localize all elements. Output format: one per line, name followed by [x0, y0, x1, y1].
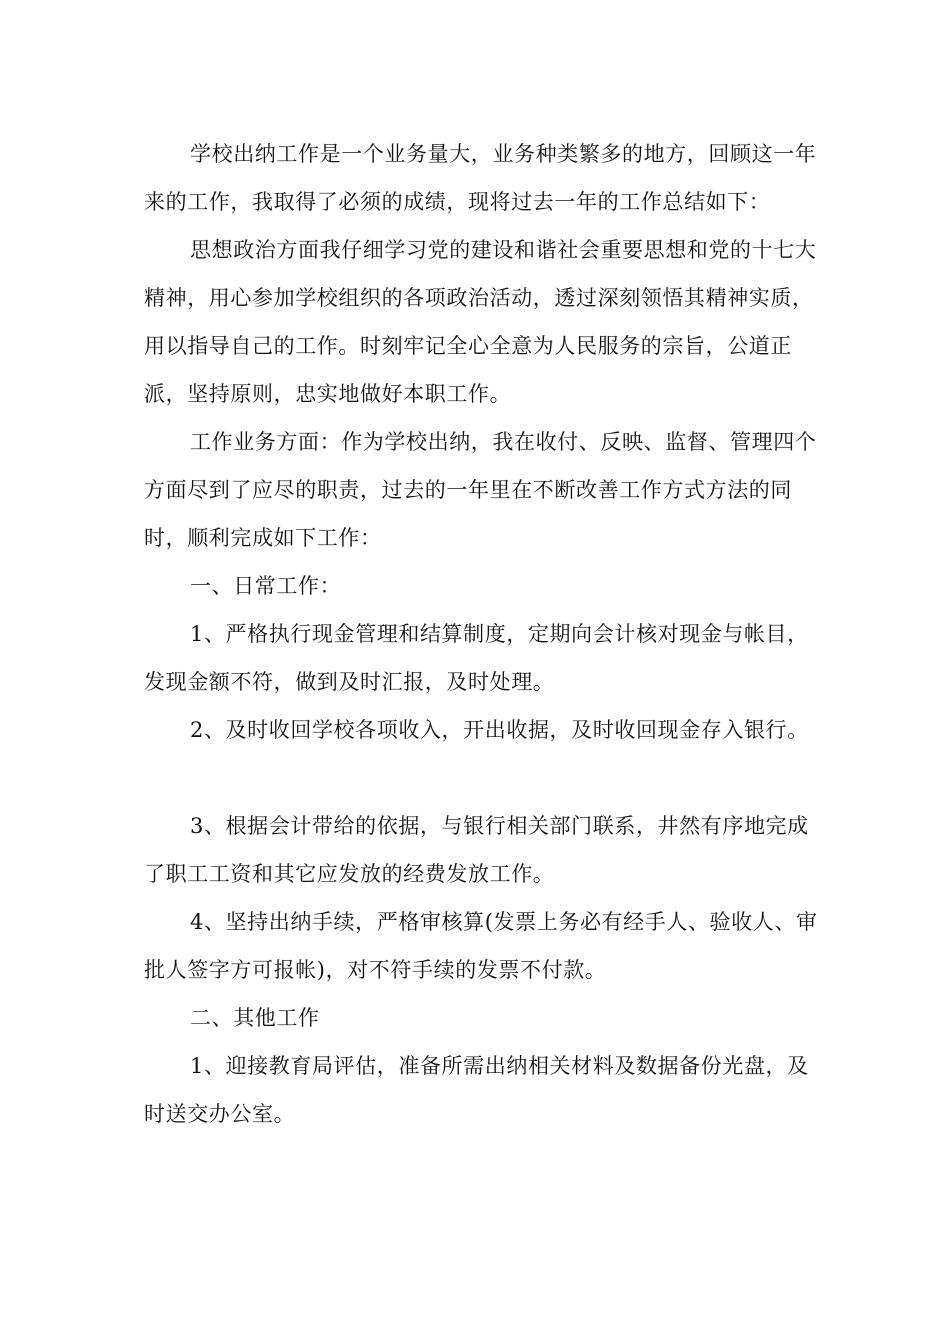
list-item-1: 1、严格执行现金管理和结算制度，定期向会计核对现金与帐目，发现金额不符，做到及时汇报，及时处理。: [144, 622, 809, 694]
list-item-other-1: 1、迎接教育局评估，准备所需出纳相关材料及数据备份光盘，及时送交办公室。: [144, 1054, 809, 1126]
list-item-4: 4、坚持出纳手续，严格审核算(发票上务必有经手人、验收人、审批人签字方可报帐)，对不符手续的发票不付款。: [144, 910, 818, 982]
heading-daily-work: 一、日常工作：: [190, 574, 342, 598]
document-body: [144, 130, 824, 1138]
paragraph-political: 思想政治方面我仔细学习党的建设和谐社会重要思想和党的十七大精神，用心参加学校组织的各项政治活动，透过深刻领悟其精神实质，用以指导自己的工作。时刻牢记全心全意为人民服务的宗旨，公道正派，坚持原则，忠实地做好本职工作。: [144, 238, 817, 406]
heading-other-work: 二、其他工作: [190, 1006, 320, 1030]
list-item-2: 2、及时收回学校各项收入，开出收据，及时收回现金存入银行。: [190, 718, 809, 742]
list-item-3: 3、根据会计带给的依据，与银行相关部门联系，井然有序地完成了职工工资和其它应发放的经费发放工作。: [144, 814, 809, 886]
paragraph-intro: 学校出纳工作是一个业务量大，业务种类繁多的地方，回顾这一年来的工作，我取得了必须的成绩，现将过去一年的工作总结如下：: [144, 142, 817, 214]
paragraph-business: 工作业务方面：作为学校出纳，我在收付、反映、监督、管理四个方面尽到了应尽的职责，过去的一年里在不断改善工作方式方法的同时，顺利完成如下工作：: [144, 430, 817, 550]
